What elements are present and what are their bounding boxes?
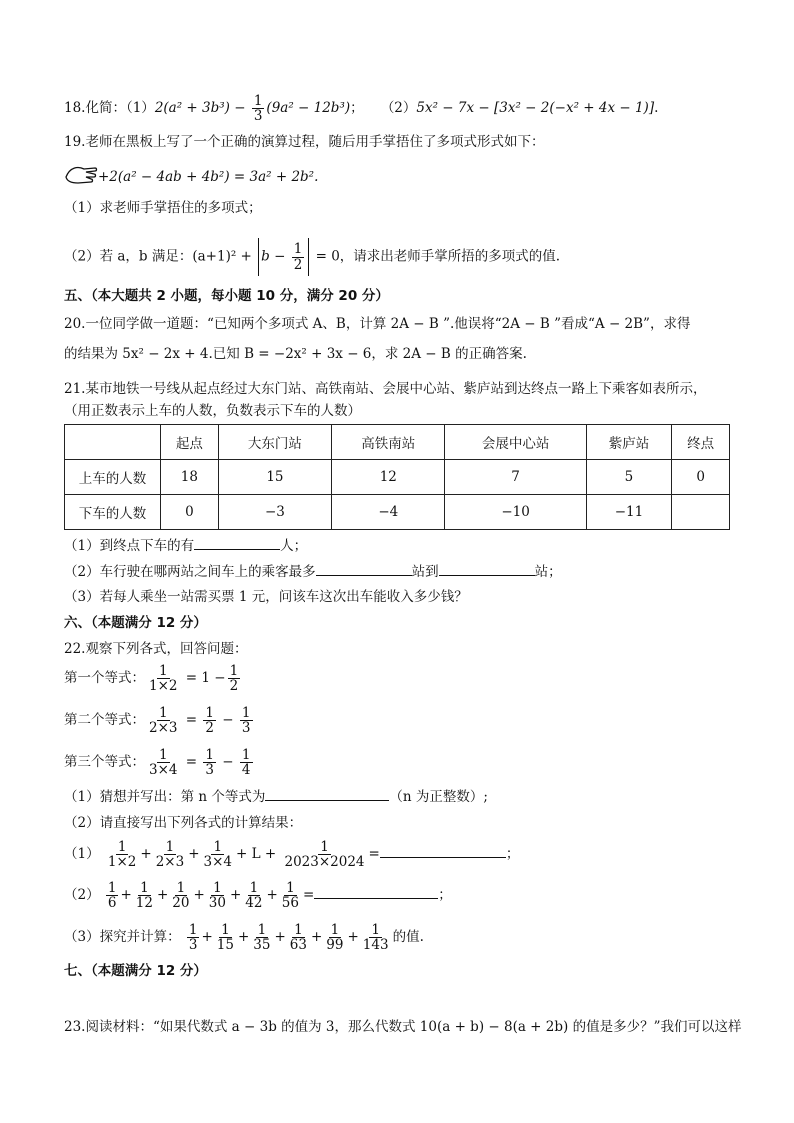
q22-sub1-post: （n 为正整数）; [389,789,488,805]
calc-end: ； [505,846,520,863]
q19-fraction: $\frac{1}{2}$ [293,241,303,273]
eq-label: 第三个等式： [64,754,145,771]
q22-eq3: 第三个等式： $\frac{1}{3\times 4}$ = $\frac{1}{3}$ − $\frac{1}{4}$ [64,747,251,779]
q21-sub2-pre: （2）车行驶在哪两站之间车上的乘客最多 [64,564,316,580]
table-cell: 高铁南站 [332,425,445,460]
table-cell: 0 [672,460,730,495]
q19-equation-line [64,163,318,192]
q21-sub2 [64,561,562,583]
q19-sub2-post: = 0，请求出老师手掌所捂的多项式的值. [311,248,561,265]
q22-calc1: （1） $\frac{1}{1\times 2}$ + $\frac{1}{2\times 3}$ + $\frac{1}{3\times 4}$ + L + $\frac{1}{2023\times 2024}$ = ； [64,839,520,871]
calc-label: （1） [64,846,100,863]
q22-sub3-pre: （3）探究并计算： [64,929,181,946]
table-cell: 下车的人数 [65,495,161,530]
q21-sub2-mid: 站到 [411,564,439,580]
table-cell: 15 [218,460,331,495]
q20-line2: 的结果为 5x² − 2x + 4.已知 B = −2x² + 3x − 6，求 2A − B 的正确答案. [64,346,527,362]
q21-sub2-post: 站； [534,564,562,580]
table-cell: 大东门站 [218,425,331,460]
eq-label: 第一个等式： [64,670,145,687]
table-row [65,460,730,495]
table-row [65,495,730,530]
q18-expr1: 2(a² + 3b³) − [154,100,250,117]
q22-sub2: （2）请直接写出下列各式的计算结果： [64,815,303,831]
q21-sub1-post: 人； [280,538,308,554]
q22-sub3-post: 的值. [392,929,424,946]
table-cell: 7 [445,460,586,495]
eq-label: 第二个等式： [64,712,145,729]
q22-sub1-pre: （1）猜想并写出：第 n 个等式为 [64,789,266,805]
q18-separator: ； [350,100,364,117]
q18-part2: （2） [380,100,417,117]
q18-prefix: 18.化简：（1） [64,100,155,117]
q21-sub3: （3）若每人乘坐一站需买票 1 元，问该车这次出车能收入多少钱？ [64,589,468,605]
q22-sub1 [64,786,488,808]
q22-calc2: （2） $\frac{1}{6}$ + $\frac{1}{12}$ + $\frac{1}{20}$ + $\frac{1}{30}$ + $\frac{1}{42}$ + $\frac{1}{56}$ = ； [64,880,452,912]
passenger-table [64,424,730,530]
q21-line2: （用正数表示上车的人数，负数表示下车的人数） [64,403,361,419]
q18-expr1b: (9a² − 12b³) [266,100,351,117]
table-cell: 5 [586,460,672,495]
answer-blank[interactable] [316,561,412,576]
q19-abs-content: b − [261,248,290,265]
calc-end: ； [438,887,452,904]
q22-intro: 22.观察下列各式，回答问题： [64,641,248,657]
q19-sub2-pre: （2）若 a，b 满足：(a+1)² + [64,248,257,265]
section-7-heading: 七、（本题满分 12 分） [64,963,207,979]
eq-op: 1 − [201,670,226,687]
table-cell: −10 [445,495,586,530]
q18-end: . [654,100,659,117]
q19-sub2 [64,238,560,276]
calc-label: （2） [64,887,100,904]
table-header-row [65,425,730,460]
table-cell: −3 [218,495,331,530]
q18-line [64,94,658,123]
table-cell: −11 [586,495,672,530]
hand-icon [64,163,98,192]
table-cell: 紫庐站 [586,425,672,460]
table-cell: 终点 [672,425,730,460]
table-cell [672,495,730,530]
q18-expr2: 5x² − 7x − [3x² − 2(−x² + 4x − 1)] [416,100,655,117]
q21-sub1 [64,535,307,557]
table-cell: 18 [161,460,219,495]
table-cell: 上车的人数 [65,460,161,495]
table-cell: −4 [332,495,445,530]
answer-blank[interactable] [265,786,389,801]
q19-sub1: （1）求老师手掌捂住的多项式； [64,200,262,216]
q21-sub1-pre: （1）到终点下车的有 [64,538,195,554]
section-5-heading: 五、（本大题共 2 小题，每小题 10 分，满分 20 分） [64,288,389,304]
answer-blank[interactable] [439,561,535,576]
section-6-heading: 六、（本题满分 12 分） [64,615,207,631]
table-cell: 12 [332,460,445,495]
q19-equation: +2(a² − 4ab + 4b²) = 3a² + 2b². [98,169,319,185]
answer-blank[interactable] [194,535,280,550]
q22-eq2: 第二个等式： $\frac{1}{2\times 3}$ = $\frac{1}{2}$ − $\frac{1}{3}$ [64,705,251,737]
table-cell: 起点 [161,425,219,460]
table-cell: 会展中心站 [445,425,586,460]
table-cell [65,425,161,460]
table-cell: 0 [161,495,219,530]
ellipsis-glyph: + L + [236,846,277,863]
q20-line1: 20.一位同学做一道题：“已知两个多项式 A、B，计算 2A − B ”.他误将“2A − B ”看成“A − 2B”，求得 [64,316,691,332]
q23-line1: 23.阅读材料：“如果代数式 a − 3b 的值为 3，那么代数式 10(a + b) − 8(a + 2b) 的值是多少？”我们可以这样 [64,1019,742,1035]
q18-fraction: $\frac{1}{3}$ [253,93,263,125]
q19-intro: 19.老师在黑板上写了一个正确的演算过程，随后用手掌捂住了多项式形式如下： [64,134,545,150]
q22-sub3: （3）探究并计算： $\frac{1}{3}$ + $\frac{1}{15}$ + $\frac{1}{35}$ + $\frac{1}{63}$ + $\frac{1}{99}$ + $\frac{1}{143}$ 的值. [64,922,424,954]
q21-line1: 21.某市地铁一号线从起点经过大东门站、高铁南站、会展中心站、紫庐站到达终点一路上下乘客如表所示， [64,381,707,397]
answer-blank[interactable] [380,843,506,858]
q22-eq1: 第一个等式： $\frac{1}{1\times 2}$ = 1 − $\frac{1}{2}$ [64,663,239,695]
answer-blank[interactable] [314,884,438,899]
